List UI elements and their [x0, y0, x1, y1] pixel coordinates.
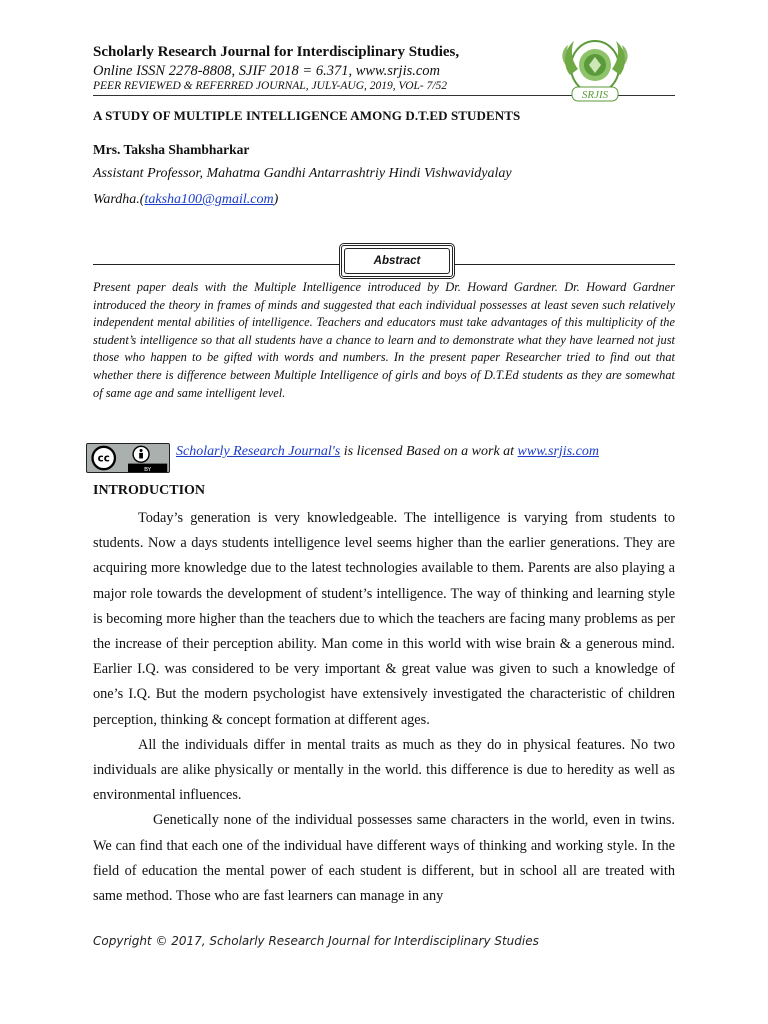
- abstract-label-box: [339, 243, 455, 279]
- journal-title: Scholarly Research Journal for Interdisciplinary Studies,: [93, 44, 460, 60]
- cc-by-license-icon: [86, 443, 170, 473]
- section-heading-introduction: INTRODUCTION: [93, 483, 206, 498]
- peer-review-line: PEER REVIEWED & REFERRED JOURNAL, JULY-AUG, 2019, VOL- 7/52: [93, 80, 448, 92]
- author-name: Mrs. Taksha Shambharkar: [93, 142, 250, 157]
- paragraph: Genetically none of the individual possesses same characters in the world, even in twins. We can find that each one of the individual have different ways of thinking and working style. In the field of education the mental power of each student is different, but in school all are treated with same method. Those who are fast learners can manage in any: [93, 812, 675, 905]
- author-location-email: [93, 192, 278, 208]
- abstract-label: Abstract: [344, 248, 450, 274]
- author-affiliation: Assistant Professor, Mahatma Gandhi Antarrashtriy Hindi Vishwavidyalay: [93, 166, 512, 181]
- author-email-link[interactable]: taksha100@gmail.com: [144, 192, 274, 207]
- affiliation-suffix: ): [273, 192, 279, 207]
- copyright-footer: Copyright © 2017, Scholarly Research Journal for Interdisciplinary Studies: [93, 934, 539, 948]
- journal-license-link[interactable]: Scholarly Research Journal's: [176, 444, 341, 459]
- affiliation-prefix: Wardha.(: [93, 192, 145, 207]
- srjis-website-link[interactable]: www.srjis.com: [517, 444, 599, 459]
- journal-logo-icon: [556, 35, 634, 105]
- license-line: [176, 444, 599, 460]
- introduction-body: [93, 506, 675, 909]
- paragraph: Today’s generation is very knowledgeable. The intelligence is varying from students to students. Now a days students intelligence level seems higher than the earlier generations. They are acquiring more knowledge due to the latest technologies available to them. Parents are also playing a major role towards the development of student’s intelligence. The way of thinking and learning style is becoming more higher than the teachers due to which the teachers are facing many problems as per the increase of their perception ability. Man come in this world with wise brain & a generous mind. Earlier I.Q. was considered to be very important & great value was given to such a knowledge of one’s I.Q. But the modern psychologist have extensively investigated the characteristic of children perception, thinking & concept formation at different ages.: [93, 510, 675, 728]
- by-badge-text: BY: [144, 467, 152, 473]
- cc-badge-text: cc: [97, 452, 110, 465]
- issn-line: Online ISSN 2278-8808, SJIF 2018 = 6.371, www.srjis.com: [93, 63, 441, 79]
- paper-title: A STUDY OF MULTIPLE INTELLIGENCE AMONG D.T.ED STUDENTS: [93, 108, 521, 123]
- abstract-text: Present paper deals with the Multiple Intelligence introduced by Dr. Howard Gardner. Dr. Howard Gardner introduced the theory in frames of minds and suggested that each individual possesses at least seven such relatively independent mental abilities of intelligence. Teachers and educators must take advantages of this multiplicity of the student’s intelligence so that all students have a chance to learn and to demonstrate what they have learned not just those who happen to be gifted with words and numbers. In the present paper Researcher tried to find out that whether there is difference between Multiple Intelligence of girls and boys of D.T.Ed students as they are somewhat of same age and same intelligent level.: [93, 280, 675, 400]
- license-text: is licensed Based on a work at: [340, 444, 518, 459]
- logo-text: SRJIS: [581, 89, 609, 101]
- paragraph: All the individuals differ in mental traits as much as they do in physical features. No two individuals are alike physically or mentally in the world. this difference is due to heredity as well as environmental influences.: [93, 736, 675, 804]
